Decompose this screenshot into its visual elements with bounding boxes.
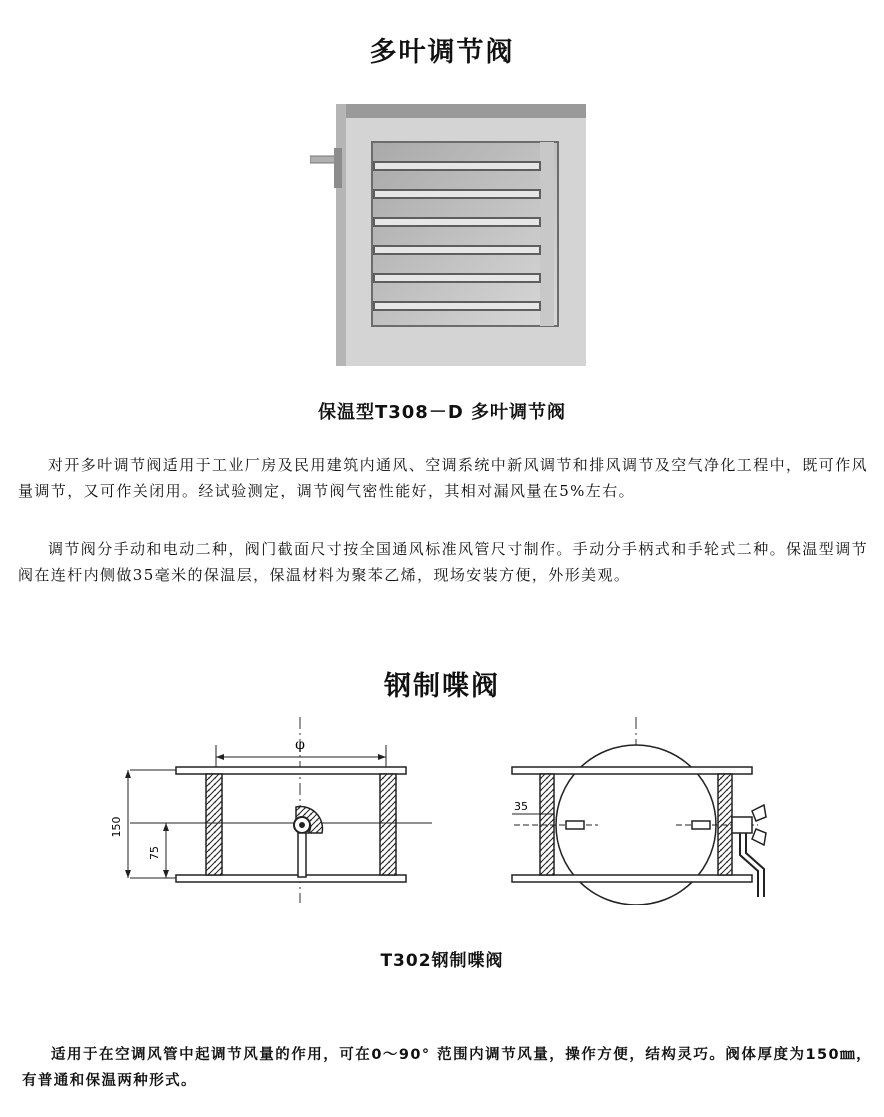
figure-caption-t302: T302钢制喋阀	[380, 951, 504, 971]
butterfly-valve-disc-diagram	[508, 715, 778, 905]
section-title-butterfly-valve: 钢制喋阀	[384, 671, 500, 702]
paragraph-1: 对开多叶调节阀适用于工业厂房及民用建筑内通风、空调系统中新风调节和排风调节及空气净化工程中，既可作风量调节，又可作关闭用。经试验测定，调节阀气密性能好，其相对漏风量在5%左右。	[18, 456, 869, 500]
paragraph-butterfly-valve: 适用于在空调风管中起调节风量的作用，可在0～90° 范围内调节风量，操作方便，结构灵巧。阀体厚度为150㎜，有普通和保温两种形式。	[22, 1047, 872, 1089]
figure-caption-t308d: 保温型T308－D 多叶调节阀	[317, 402, 567, 423]
butterfly-valve-side-diagram	[110, 715, 440, 905]
dim-diameter-label: φ	[295, 737, 305, 753]
dim-150-label: 150	[110, 816, 123, 838]
paragraph-2: 调节阀分手动和电动二种，阀门截面尺寸按全国通风标准风管尺寸制作。手动分手柄式和手轮式二种。保温型调节阀在连杆内侧做35毫米的保温层，保温材料为聚苯乙烯，现场安装方便，外形美观。	[18, 540, 869, 584]
multi-leaf-damper-photo	[310, 104, 586, 366]
dim-75-label: 75	[148, 846, 161, 860]
section-title-multi-leaf-damper: 多叶调节阀	[369, 37, 515, 68]
dim-35-label: 35	[514, 800, 528, 813]
